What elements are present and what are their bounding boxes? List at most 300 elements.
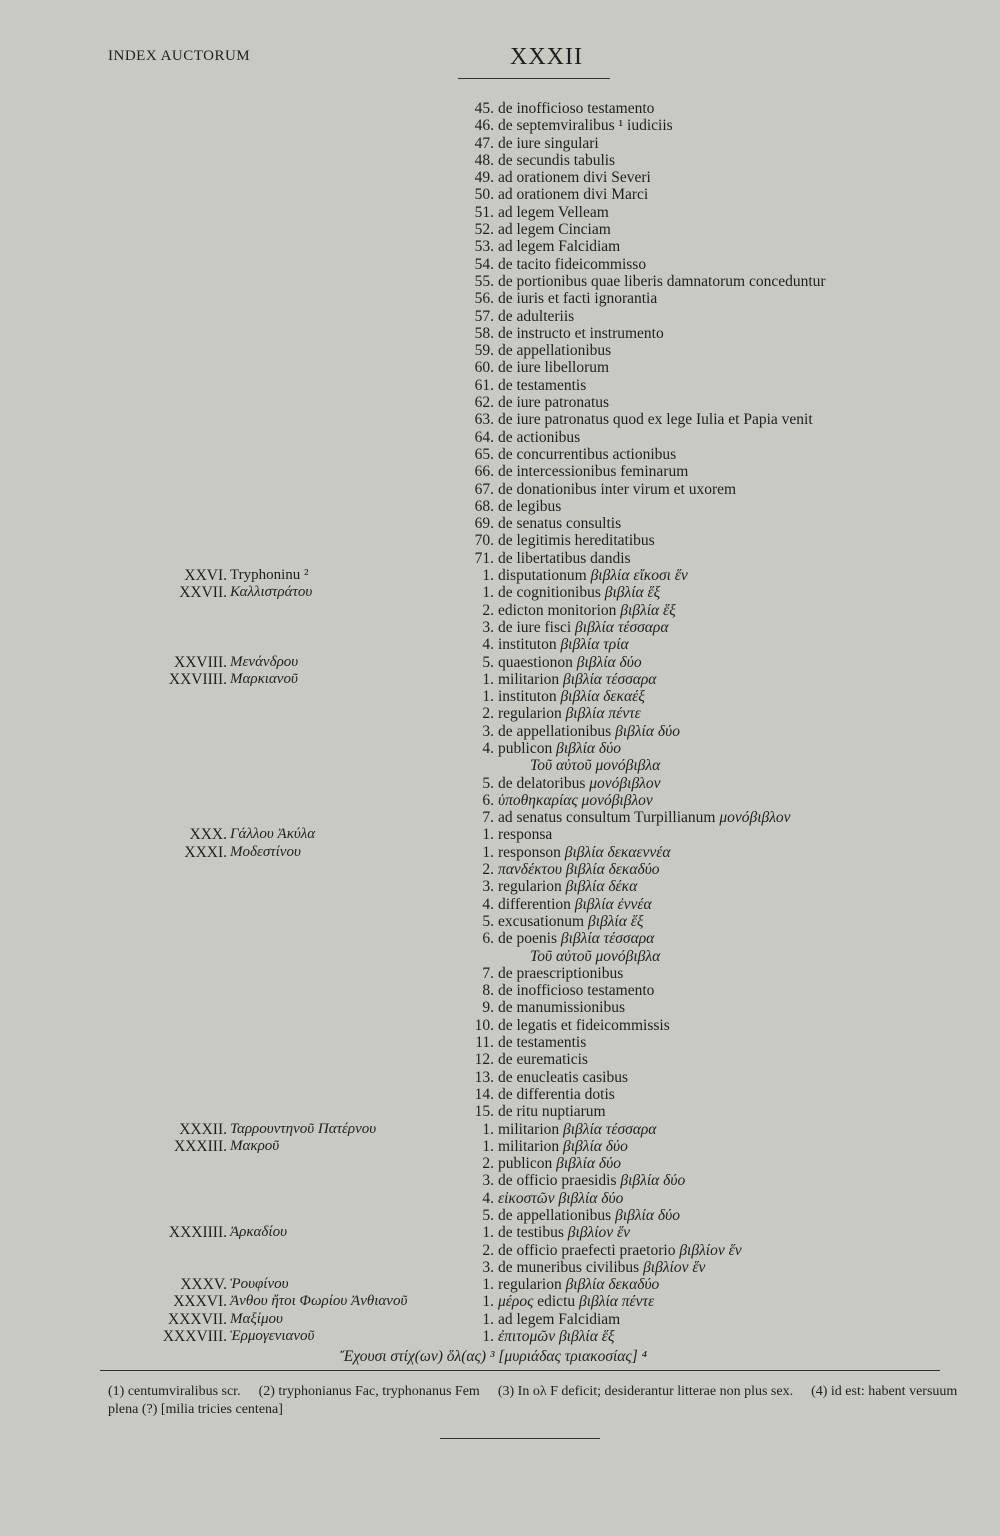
greek-text: βιβλία δεκαδύο [561, 1276, 660, 1294]
entry-number: 4. [482, 636, 494, 654]
entry-number: 1. [482, 584, 494, 602]
greek-text: βιβλία τέσσαρα [556, 930, 655, 948]
greek-text: ὑποθηκαρίας μονόβιβλον [498, 791, 653, 809]
latin-text: de iure singulari [498, 134, 599, 152]
greek-text: βιβλίον ἕν [563, 1224, 631, 1242]
index-line [0, 1103, 1000, 1120]
greek-text: βιβλία δύο [611, 722, 680, 740]
greek-text: βιβλία τέσσαρα [571, 618, 669, 636]
entry-title [498, 1328, 614, 1345]
greek-text: βιβλία εἴκοσι ἕν [586, 567, 688, 585]
index-line [0, 1328, 1000, 1345]
latin-text: de iure fisci [498, 618, 572, 636]
entry-title [498, 1207, 680, 1224]
latin-text: de testibus [498, 1224, 564, 1242]
entry-number: 49. [474, 169, 494, 187]
index-line [0, 602, 1000, 619]
greek-text: βιβλία τέσσαρα [559, 670, 657, 688]
entry-number: 3. [482, 1172, 494, 1190]
greek-text: βιβλία ἕξ [616, 601, 676, 619]
entry-number: 53. [474, 238, 494, 256]
entry-title [498, 844, 671, 861]
entry-number: 51. [474, 203, 494, 221]
index-line [0, 498, 1000, 515]
index-line [0, 342, 1000, 359]
entry-title [498, 429, 580, 446]
entry-number: 70. [474, 532, 494, 550]
greek-text: μονόβιβλον [715, 809, 791, 827]
entry-title [498, 619, 668, 636]
entry-number: 4. [482, 739, 494, 757]
index-line [0, 1293, 1000, 1310]
latin-text: de testamentis [498, 376, 587, 394]
index-line [0, 186, 1000, 203]
latin-text: ad orationem divi Marci [498, 186, 649, 204]
latin-text: de cognitionibus [498, 584, 601, 602]
entry-title [498, 1086, 615, 1103]
latin-text: regularion [498, 878, 562, 896]
author-numeral: XXXV. [180, 1276, 227, 1294]
greek-text: πανδέκτου βιβλία δεκαδύο [498, 861, 660, 879]
entry-number: 64. [474, 428, 494, 446]
index-line [0, 740, 1000, 757]
entry-number: 1. [482, 670, 494, 688]
greek-text: βιβλία δύο [616, 1172, 686, 1190]
latin-text: de portionibus quae liberis damnatorum conceduntur [498, 272, 826, 290]
entry-number: 15. [474, 1103, 494, 1121]
entry-number: 1. [482, 1293, 494, 1311]
entry-title [498, 1121, 656, 1138]
index-line [0, 325, 1000, 342]
index-line [0, 1069, 1000, 1086]
latin-text: de praescriptionibus [498, 964, 624, 982]
index-line [0, 411, 1000, 428]
latin-text: de delatoribus [498, 774, 586, 792]
footnote: (4) id est: habent versuum plena (?) [milia tricies centena] [108, 1384, 958, 1417]
index-line [0, 463, 1000, 480]
latin-text: de legatis et fideicommissis [498, 1016, 670, 1034]
index-line [0, 826, 1000, 843]
author-numeral: XXXVI. [173, 1293, 227, 1311]
latin-text: de instructo et instrumento [498, 324, 664, 342]
entry-number: 6. [482, 791, 494, 809]
running-header: INDEX AUCTORUM [108, 48, 251, 64]
index-line [0, 1190, 1000, 1207]
latin-text: de tacito fideicommisso [498, 255, 647, 273]
latin-text: de testamentis [498, 1034, 587, 1052]
index-line [0, 1311, 1000, 1328]
entry-number: 56. [474, 290, 494, 308]
latin-text: de donationibus inter virum et uxorem [498, 480, 737, 498]
index-line [0, 1017, 1000, 1034]
index-line [0, 204, 1000, 221]
latin-text: de iuris et facti ignorantia [498, 290, 658, 308]
entry-number: 1. [482, 567, 494, 585]
index-line [0, 619, 1000, 636]
latin-text: disputationum [498, 567, 587, 585]
entry-number: 65. [474, 445, 494, 463]
index-line [0, 1051, 1000, 1068]
entry-title [498, 965, 623, 982]
entry-number: 11. [475, 1034, 494, 1052]
latin-text: de iure patronatus [498, 394, 610, 412]
entry-number: 69. [474, 515, 494, 533]
index-line [0, 861, 1000, 878]
entry-title [498, 308, 574, 325]
index-line [0, 688, 1000, 705]
footnotes [108, 1383, 968, 1419]
greek-text: Τοῦ αὐτοῦ μονόβιβλα [530, 947, 661, 965]
latin-text: militarion [498, 1120, 560, 1138]
entry-number: 60. [474, 359, 494, 377]
entry-number: 1. [482, 1276, 494, 1294]
author-name: Μενάνδρου [230, 653, 299, 670]
index-line [0, 256, 1000, 273]
entry-number: 66. [474, 463, 494, 481]
latin-text: de intercessionibus feminarum [498, 463, 689, 481]
greek-text: εἰκοστῶν βιβλία δύο [498, 1189, 624, 1207]
index-line [0, 429, 1000, 446]
index-line [0, 169, 1000, 186]
index-line [0, 809, 1000, 826]
latin-text: de differentia dotis [498, 1085, 615, 1103]
entry-number: 9. [482, 999, 494, 1017]
index-entries [0, 100, 1000, 1345]
entry-number: 2. [482, 861, 494, 879]
entry-number: 48. [474, 151, 494, 169]
entry-title [498, 550, 631, 567]
author-name: Ῥουφίνου [230, 1276, 289, 1293]
page-number: XXXII [510, 44, 583, 70]
greek-text: βιβλία δύο [611, 1207, 680, 1224]
latin-text: edictu [533, 1293, 576, 1311]
latin-text: ad orationem divi Severi [498, 169, 651, 187]
entry-title [498, 896, 652, 913]
entry-title [498, 1051, 588, 1068]
header-rule [458, 78, 610, 79]
author-name: Καλλιστράτου [230, 584, 313, 601]
entry-number: 5. [482, 1207, 494, 1224]
entry-title [498, 1017, 670, 1034]
index-line [0, 636, 1000, 653]
latin-text: edicton monitorion [498, 601, 617, 619]
latin-text: ad legem Velleam [498, 203, 609, 221]
entry-number: 3. [482, 618, 494, 636]
entry-number: 4. [482, 895, 494, 913]
latin-text: de eurematicis [498, 1051, 588, 1069]
entry-title [498, 740, 621, 757]
index-line [0, 584, 1000, 601]
entry-title [498, 377, 586, 394]
entry-number: 6. [482, 930, 494, 948]
latin-text: de enucleatis casibus [498, 1068, 628, 1086]
entry-title [498, 1155, 621, 1172]
index-line [0, 273, 1000, 290]
index-line [0, 999, 1000, 1016]
footnote-rule [100, 1370, 940, 1371]
footnote: (1) centumviralibus scr. [108, 1384, 241, 1399]
entry-title [498, 775, 661, 792]
entry-number: 2. [482, 1241, 494, 1259]
greek-text: βιβλία πέντε [575, 1293, 655, 1311]
entry-number: 3. [482, 722, 494, 740]
latin-text: regularion [498, 705, 562, 723]
index-line [0, 1259, 1000, 1276]
entry-number: 2. [482, 1155, 494, 1173]
summary-line: Ἔχουσι στίχ(ων) ὅλ(ας) ³ [μυριάδας τριακοσίας] ⁴ [340, 1348, 647, 1365]
entry-title [498, 602, 676, 619]
index-line [0, 481, 1000, 498]
entry-title [498, 723, 680, 740]
index-line [0, 1207, 1000, 1224]
entry-title [498, 1293, 654, 1310]
entry-number: 1. [482, 826, 494, 844]
entry-title [498, 325, 664, 342]
author-numeral: XXXVIII. [162, 1328, 227, 1346]
author-name: Γάλλου Ἀκύλα [230, 826, 316, 843]
index-line [0, 1276, 1000, 1293]
index-line [0, 550, 1000, 567]
greek-text: βιβλία δύο [552, 739, 621, 757]
author-name: Μαρκιανοῦ [230, 670, 298, 687]
index-line [0, 1138, 1000, 1155]
entry-title [498, 1069, 628, 1086]
greek-text: βιβλία τέσσαρα [559, 1120, 657, 1138]
entry-number: 1. [482, 1120, 494, 1138]
author-numeral: XXVIIII. [168, 670, 227, 688]
entry-title [498, 1034, 586, 1051]
entry-number: 59. [474, 342, 494, 360]
entry-number: 61. [474, 376, 494, 394]
index-line [0, 705, 1000, 722]
entry-title [498, 1259, 705, 1276]
entry-title [498, 100, 654, 117]
entry-number: 1. [482, 1310, 494, 1328]
entry-title [498, 256, 646, 273]
entry-number: 5. [482, 653, 494, 671]
entry-title [498, 567, 688, 584]
index-line [0, 515, 1000, 532]
entry-title [498, 446, 676, 463]
entry-title [498, 515, 621, 532]
entry-title [498, 152, 615, 169]
latin-text: de officio praefecti praetorio [498, 1241, 676, 1259]
index-line [0, 775, 1000, 792]
entry-number: 8. [482, 982, 494, 1000]
entry-title [498, 861, 660, 878]
index-line [0, 290, 1000, 307]
entry-number: 3. [482, 1258, 494, 1276]
author-numeral: XXXI. [184, 843, 227, 861]
entry-number: 2. [482, 705, 494, 723]
latin-text: de iure patronatus quod ex lege Iulia et Papia venit [498, 411, 813, 429]
author-numeral: XXXVII. [168, 1310, 227, 1328]
author-name: Ἀνθου ἤτοι Φωρίου Ἀνθιανοῦ [230, 1293, 408, 1310]
latin-text: ad legem Cinciam [498, 221, 611, 239]
author-numeral: XXXIII. [174, 1137, 227, 1155]
index-line [0, 671, 1000, 688]
entry-number: 1. [482, 688, 494, 706]
entry-title [498, 1311, 620, 1328]
entry-number: 1. [482, 1224, 494, 1242]
index-line [0, 844, 1000, 861]
entry-title [498, 221, 611, 238]
author-numeral: XXVI. [184, 567, 227, 585]
index-line [0, 948, 1000, 965]
index-line [0, 1155, 1000, 1172]
entry-number: 1. [482, 1137, 494, 1155]
greek-text: βιβλία δεκαέξ [556, 688, 645, 706]
latin-text: ad senatus consultum Turpillianum [498, 809, 716, 827]
latin-text: publicon [498, 1155, 553, 1173]
entry-number: 5. [482, 774, 494, 792]
entry-title [498, 532, 655, 549]
entry-title [498, 809, 791, 826]
entry-title [498, 169, 651, 186]
latin-text: responson [498, 843, 561, 861]
entry-title [498, 411, 813, 428]
latin-text: de appellationibus [498, 1207, 612, 1224]
entry-title [498, 186, 648, 203]
entry-title [498, 1242, 742, 1259]
greek-text: Τοῦ αὐτοῦ μονόβιβλα [530, 757, 661, 775]
footnote: (3) In ολ F deficit; desiderantur litterae non plus sex. [497, 1384, 794, 1399]
entry-title [498, 135, 599, 152]
entry-title [498, 982, 654, 999]
entry-title [498, 204, 609, 221]
entry-title [498, 238, 620, 255]
index-line [0, 1121, 1000, 1138]
latin-text: de appellationibus [498, 722, 612, 740]
entry-title [498, 878, 637, 895]
entry-number: 3. [482, 878, 494, 896]
index-line [0, 913, 1000, 930]
latin-text: instituton [498, 688, 557, 706]
latin-text: de muneribus civilibus [498, 1258, 640, 1276]
entry-number: 52. [474, 221, 494, 239]
greek-text: μονόβιβλον [585, 774, 661, 792]
entry-number: 67. [474, 480, 494, 498]
greek-text: βιβλία δύο [572, 653, 642, 671]
latin-text: de legibus [498, 497, 562, 515]
entry-number: 63. [474, 411, 494, 429]
latin-text: de legitimis hereditatibus [498, 532, 655, 550]
entry-title [498, 1276, 659, 1293]
footnote: (2) tryphonianus Fac, tryphonanus Fem [258, 1384, 480, 1399]
bottom-rule [440, 1438, 600, 1439]
latin-text: publicon [498, 739, 553, 757]
greek-text: βιβλίον ἕν [675, 1241, 742, 1259]
latin-text: de poenis [498, 930, 557, 948]
index-line [0, 930, 1000, 947]
index-line [0, 100, 1000, 117]
entry-number: 71. [474, 549, 494, 567]
entry-title [530, 757, 660, 774]
author-numeral: XXVII. [179, 584, 227, 602]
latin-text: quaestionon [498, 653, 573, 671]
index-line [0, 965, 1000, 982]
entry-number: 1. [482, 843, 494, 861]
entry-title [498, 273, 826, 290]
latin-text: de adulteriis [498, 307, 575, 325]
author-name: Tryphoninu ² [230, 567, 309, 584]
author-name: Μαξίμου [230, 1310, 283, 1327]
author-numeral: XXVIII. [174, 653, 227, 671]
entry-number: 47. [474, 134, 494, 152]
index-line [0, 567, 1000, 584]
latin-text: ad legem Falcidiam [498, 238, 621, 256]
entry-number: 7. [482, 809, 494, 827]
entry-title [498, 481, 736, 498]
entry-number: 57. [474, 307, 494, 325]
latin-text: differention [498, 895, 571, 913]
latin-text: de ritu nuptiarum [498, 1103, 606, 1121]
latin-text: de manumissionibus [498, 999, 626, 1017]
entry-number: 5. [482, 912, 494, 930]
entry-title [498, 913, 644, 930]
entry-number: 58. [474, 324, 494, 342]
index-line [0, 723, 1000, 740]
entry-number: 4. [482, 1189, 494, 1207]
index-line [0, 377, 1000, 394]
entry-title [498, 394, 609, 411]
entry-title [498, 792, 653, 809]
greek-text: βιβλία ἕξ [584, 912, 644, 930]
entry-number: 62. [474, 394, 494, 412]
latin-text: de inofficioso testamento [498, 982, 655, 1000]
index-line [0, 117, 1000, 134]
greek-text: βιβλίον ἕν [639, 1258, 706, 1276]
index-line [0, 532, 1000, 549]
index-line [0, 1224, 1000, 1241]
entry-title [498, 117, 673, 134]
greek-text: βιβλία δέκα [561, 878, 638, 896]
index-line [0, 982, 1000, 999]
index-line [0, 878, 1000, 895]
entry-number: 1. [482, 1328, 494, 1346]
latin-text: de officio praesidis [498, 1172, 617, 1190]
entry-number: 55. [474, 272, 494, 290]
entry-title [498, 654, 642, 671]
index-line [0, 221, 1000, 238]
latin-text: responsa [498, 826, 553, 844]
index-line [0, 896, 1000, 913]
entry-number: 45. [474, 100, 494, 117]
author-name: Ταρρουντηνοῦ Πατέρνου [230, 1120, 377, 1137]
entry-title [498, 1224, 630, 1241]
index-line [0, 792, 1000, 809]
index-line [0, 308, 1000, 325]
index-line [0, 654, 1000, 671]
entry-title [498, 671, 656, 688]
latin-text: de actionibus [498, 428, 581, 446]
entry-title [498, 1103, 606, 1120]
entry-title [498, 999, 625, 1016]
greek-text: βιβλία δύο [559, 1137, 628, 1155]
index-line [0, 1172, 1000, 1189]
author-numeral: XXXII. [179, 1120, 227, 1138]
entry-number: 13. [474, 1068, 494, 1086]
latin-text: ad legem Falcidiam [498, 1310, 621, 1328]
greek-text: βιβλία τρία [556, 636, 629, 654]
entry-title [498, 688, 645, 705]
entry-title [498, 498, 561, 515]
index-line [0, 1086, 1000, 1103]
entry-number: 50. [474, 186, 494, 204]
author-name: Μοδεστίνου [230, 843, 301, 860]
entry-title [498, 826, 552, 843]
latin-text: de senatus consultis [498, 515, 622, 533]
